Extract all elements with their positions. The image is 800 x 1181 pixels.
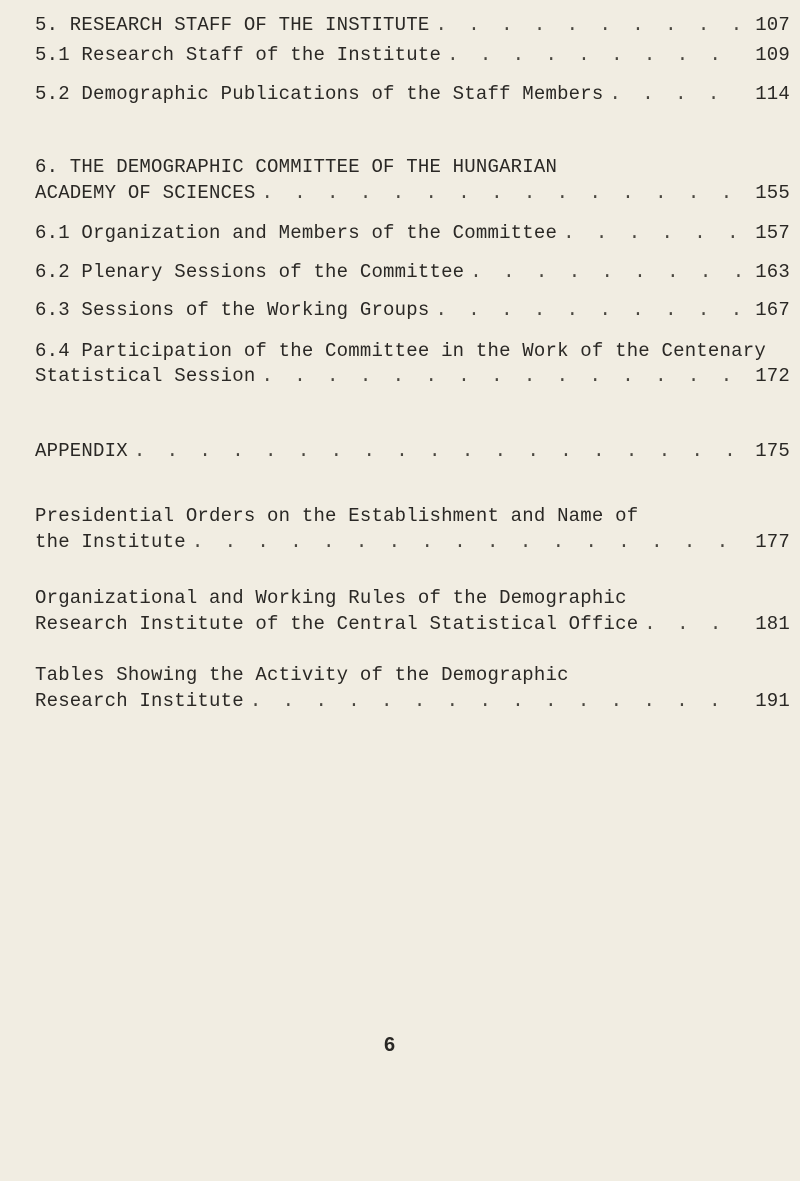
toc-entry-label-line2: the Institute <box>35 531 186 553</box>
leader-dots <box>644 613 742 635</box>
toc-entry-page: 114 <box>755 83 790 105</box>
page-number: 6 <box>384 1034 396 1056</box>
toc-entry-appendix[interactable] <box>35 440 790 462</box>
toc-entry-5[interactable] <box>35 14 790 36</box>
toc-entry-presidential-orders[interactable] <box>35 505 790 553</box>
toc-entry-label-line2: ACADEMY OF SCIENCES <box>35 182 256 204</box>
toc-entry-label: 6.1 Organization and Members of the Committee <box>35 222 558 244</box>
toc-entry-label-line2: Research Institute <box>35 690 244 712</box>
toc-entry-tables[interactable] <box>35 664 790 712</box>
toc-entry-6-4[interactable] <box>35 340 790 387</box>
leader-dots <box>447 44 742 66</box>
toc-entry-page: 157 <box>755 222 790 244</box>
leader-dots <box>261 365 742 387</box>
leader-dots <box>192 531 742 553</box>
leader-dots <box>250 690 742 712</box>
toc-entry-6-1[interactable] <box>35 222 790 244</box>
leader-dots <box>261 182 742 204</box>
leader-dots <box>470 261 742 283</box>
leader-dots <box>435 299 742 321</box>
toc-entry-6[interactable] <box>35 156 790 204</box>
toc-entry-label-line1: 6.4 Participation of the Committee in the Work of the Centenary <box>35 340 766 362</box>
toc-entry-label-line1: Organizational and Working Rules of the Demographic <box>35 587 627 609</box>
toc-entry-page: 177 <box>755 531 790 553</box>
toc-entry-label: 5.2 Demographic Publications of the Staff Members <box>35 83 604 105</box>
leader-dots <box>134 440 742 462</box>
toc-entry-label-line1: 6. THE DEMOGRAPHIC COMMITTEE OF THE HUNGARIAN <box>35 156 558 178</box>
toc-entry-label-line1: Presidential Orders on the Establishment and Name of <box>35 505 639 527</box>
leader-dots <box>610 83 743 105</box>
toc-entry-5-2[interactable] <box>35 83 790 105</box>
toc-entry-label: 5.1 Research Staff of the Institute <box>35 44 442 66</box>
toc-entry-5-1[interactable] <box>35 44 790 66</box>
toc-entry-label: 6.2 Plenary Sessions of the Committee <box>35 261 465 283</box>
toc-entry-6-3[interactable] <box>35 299 790 321</box>
toc-entry-label-line2: Research Institute of the Central Statistical Office <box>35 613 639 635</box>
toc-entry-page: 163 <box>755 261 790 283</box>
toc-entry-label: APPENDIX <box>35 440 128 462</box>
toc-entry-page: 181 <box>755 613 790 635</box>
toc-entry-page: 155 <box>755 182 790 204</box>
toc-entry-label-line1: Tables Showing the Activity of the Demographic <box>35 664 569 686</box>
toc-entry-page: 107 <box>755 14 790 36</box>
toc-entry-6-2[interactable] <box>35 261 790 283</box>
toc-entry-label-line2: Statistical Session <box>35 365 256 387</box>
toc-entry-page: 167 <box>755 299 790 321</box>
toc-entry-page: 191 <box>755 690 790 712</box>
toc-entry-page: 172 <box>755 365 790 387</box>
toc-entry-page: 109 <box>755 44 790 66</box>
leader-dots <box>563 222 742 244</box>
leader-dots <box>435 14 742 36</box>
toc-entry-label: 5. RESEARCH STAFF OF THE INSTITUTE <box>35 14 430 36</box>
toc-entry-label: 6.3 Sessions of the Working Groups <box>35 299 430 321</box>
toc-entry-organizational-rules[interactable] <box>35 587 790 635</box>
toc-entry-page: 175 <box>755 440 790 462</box>
